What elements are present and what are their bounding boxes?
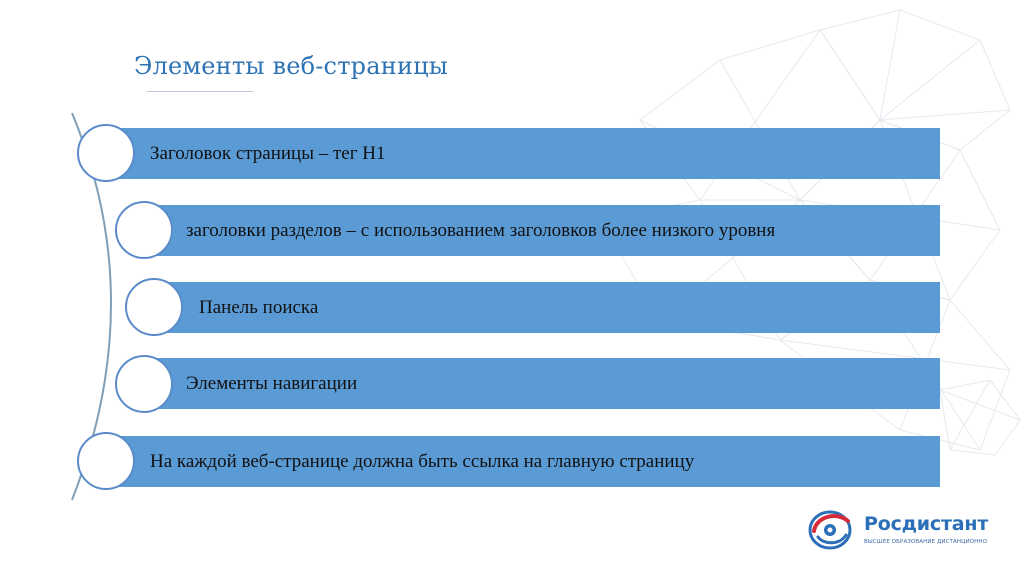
list-item xyxy=(108,128,940,179)
rosdistant-logo xyxy=(806,505,996,555)
list-item-text: Элементы навигации xyxy=(186,372,358,394)
list-item xyxy=(158,282,940,333)
list-item xyxy=(148,205,940,256)
bullet-circle xyxy=(115,355,173,413)
list-item xyxy=(108,436,940,487)
bullet-circle xyxy=(115,201,173,259)
bullet-circle xyxy=(77,124,135,182)
list-item-text: На каждой веб-странице должна быть ссылка на главную страницу xyxy=(150,450,695,472)
logo-name: Росдистант xyxy=(864,513,989,535)
list-item xyxy=(148,358,940,409)
list-item-text: Заголовок страницы – тег H1 xyxy=(150,142,386,164)
bullet-circle xyxy=(125,278,183,336)
slide-title: Элементы веб-страницы xyxy=(134,52,449,80)
logo-tagline: ВЫСШЕЕ ОБРАЗОВАНИЕ ДИСТАНЦИОННО xyxy=(864,539,988,545)
list-item-text: Панель поиска xyxy=(199,296,319,318)
title-underline xyxy=(147,91,253,92)
list-item-text: заголовки разделов – с использованием заголовков более низкого уровня xyxy=(186,219,776,241)
bullet-circle xyxy=(77,432,135,490)
logo-swirl-icon xyxy=(806,505,858,553)
